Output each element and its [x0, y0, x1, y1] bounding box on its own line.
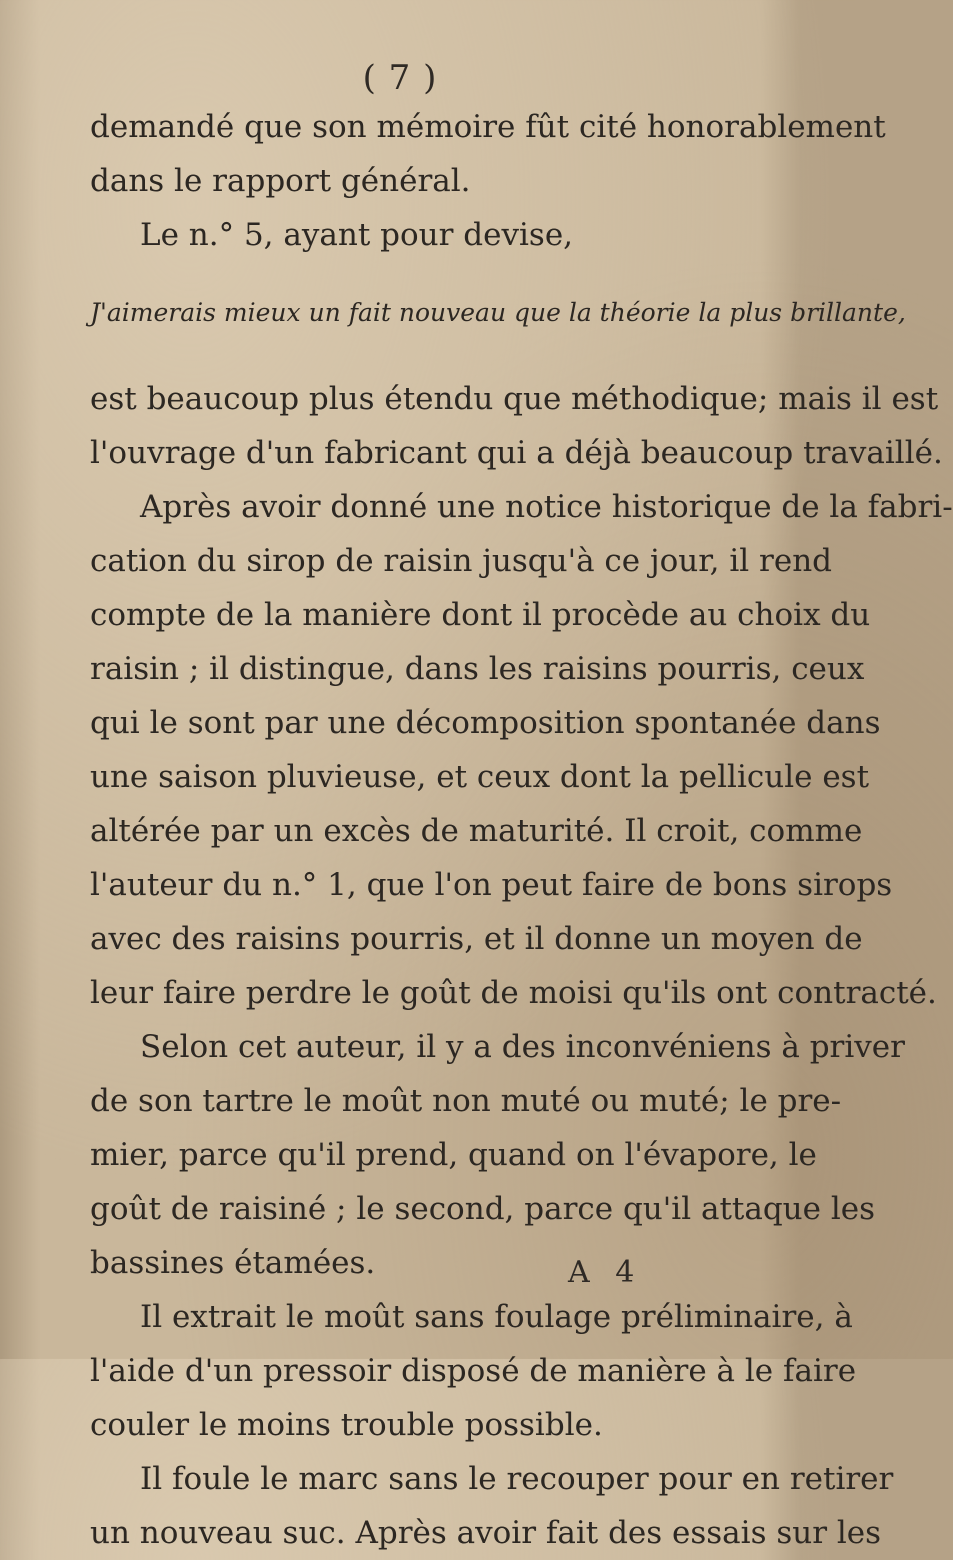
text-line: Selon cet auteur, il y a des inconvéniens à priver [140, 1029, 905, 1065]
text-line: l'ouvrage d'un fabricant qui a déjà beaucoup travaillé. [90, 435, 943, 471]
text-line: qui le sont par une décomposition spontanée dans [90, 705, 881, 741]
text-line: goût de raisiné ; le second, parce qu'il attaque les [90, 1191, 876, 1227]
catchword: A 4 [568, 1255, 643, 1290]
text-line: couler le moins trouble possible. [90, 1407, 603, 1443]
text-line: leur faire perdre le goût de moisi qu'ils ont contracté. [90, 975, 937, 1011]
text-line: demandé que son mémoire fût cité honorablement [90, 109, 886, 145]
text-line: raisin ; il distingue, dans les raisins pourris, ceux [90, 651, 865, 687]
text-line: Le n.° 5, ayant pour devise, [140, 217, 574, 253]
motto: J'aimerais mieux un fait nouveau que la théorie la plus brillante, [90, 298, 906, 327]
text-line: cation du sirop de raisin jusqu'à ce jour, il rend [90, 543, 833, 579]
text-line: altérée par un excès de maturité. Il croit, comme [90, 813, 863, 849]
text-line: bassines étamées. [90, 1245, 376, 1281]
text-line: l'auteur du n.° 1, que l'on peut faire de bons sirops [90, 867, 893, 903]
text-line: avec des raisins pourris, et il donne un moyen de [90, 921, 863, 957]
page-number: ( 7 ) [362, 58, 438, 98]
text-line: Il extrait le moût sans foulage préliminaire, à [140, 1299, 853, 1335]
text-line: de son tartre le moût non muté ou muté; le pre- [90, 1083, 842, 1119]
text-line: mier, parce qu'il prend, quand on l'évapore, le [90, 1137, 817, 1173]
text-line: dans le rapport général. [90, 163, 471, 199]
text-line: une saison pluvieuse, et ceux dont la pellicule est [90, 759, 870, 795]
text-line: un nouveau suc. Après avoir fait des essais sur les [90, 1515, 882, 1551]
text-line: Après avoir donné une notice historique de la fabri- [140, 489, 953, 525]
text-line: compte de la manière dont il procède au choix du [90, 597, 871, 633]
text-line: est beaucoup plus étendu que méthodique; mais il est [90, 381, 939, 417]
text-block [90, 100, 953, 1560]
text-line: Il foule le marc sans le recouper pour en retirer [140, 1461, 894, 1497]
text-line: l'aide d'un pressoir disposé de manière à le faire [90, 1353, 857, 1389]
